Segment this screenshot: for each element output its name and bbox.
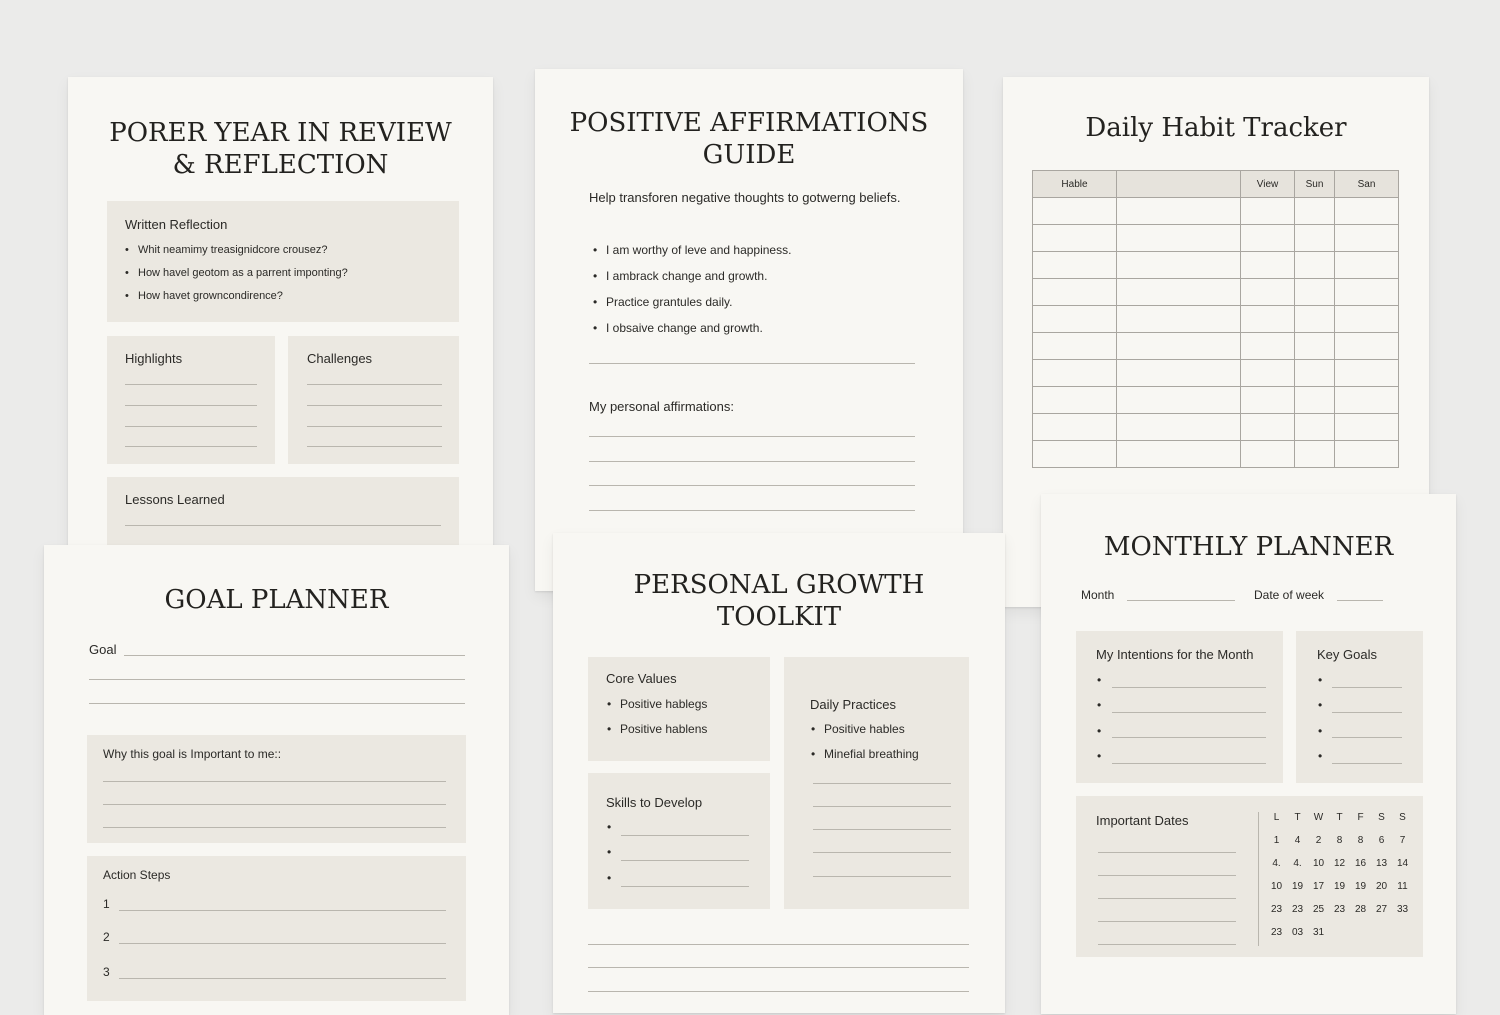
affirmations-list	[590, 243, 791, 347]
habit-cell[interactable]	[1117, 279, 1241, 306]
affirmation-write-line[interactable]	[589, 461, 915, 462]
habit-cell[interactable]	[1033, 333, 1117, 360]
core-values-list	[604, 697, 707, 747]
challenges-write-line[interactable]	[307, 446, 442, 447]
reflection-question: • How havel geotom as a parrent imponting?	[122, 267, 348, 290]
calendar-day[interactable]	[1392, 921, 1413, 944]
highlights-write-line[interactable]	[125, 384, 257, 385]
habit-cell[interactable]	[1295, 360, 1335, 387]
habit-cell[interactable]	[1033, 387, 1117, 414]
habit-tracker-header-row	[1033, 171, 1399, 198]
calendar-day[interactable]: 12	[1333, 858, 1346, 869]
calendar-day[interactable]: 14	[1396, 858, 1409, 869]
intention-write-line[interactable]	[1112, 712, 1266, 713]
calendar-day[interactable]: 2	[1315, 835, 1322, 846]
key-goal-write-line[interactable]	[1332, 763, 1402, 764]
calendar-day[interactable]: 8	[1357, 835, 1364, 846]
habit-cell[interactable]	[1335, 333, 1399, 360]
habit-cell[interactable]	[1335, 360, 1399, 387]
calendar-day[interactable]	[1371, 921, 1392, 944]
calendar-week-row	[1266, 875, 1413, 898]
daily-practices-panel	[784, 657, 969, 909]
calendar-day[interactable]: 23	[1270, 904, 1283, 915]
calendar-day[interactable]: 4.	[1272, 858, 1281, 869]
calendar-day[interactable]: 23	[1270, 927, 1283, 938]
habit-row	[1033, 279, 1399, 306]
habit-row	[1033, 252, 1399, 279]
habit-row	[1033, 414, 1399, 441]
habit-row	[1033, 360, 1399, 387]
challenges-write-line[interactable]	[307, 384, 442, 385]
challenges-panel	[288, 336, 459, 464]
calendar-day[interactable]: 25	[1312, 904, 1325, 915]
habit-column-header: View	[1241, 171, 1295, 198]
month-write-line[interactable]	[1127, 600, 1235, 601]
why-write-line[interactable]	[103, 804, 446, 805]
habit-column-header: Sun	[1295, 171, 1335, 198]
practice-write-line[interactable]	[813, 829, 951, 830]
skill-write-line[interactable]	[621, 886, 749, 887]
growth-toolkit-title-line2: TOOLKIT	[716, 602, 842, 632]
calendar-weekday: T	[1336, 812, 1343, 823]
habit-cell[interactable]	[1335, 414, 1399, 441]
calendar-day[interactable]: 4	[1294, 835, 1301, 846]
calendar-day[interactable]: 33	[1396, 904, 1409, 915]
calendar-day[interactable]: 7	[1399, 835, 1406, 846]
practice-write-line[interactable]	[813, 783, 951, 784]
habit-cell[interactable]	[1033, 441, 1117, 468]
key-goal-bullet: •	[1318, 724, 1323, 738]
calendar-weekday: L	[1273, 812, 1280, 823]
habit-cell[interactable]	[1117, 198, 1241, 225]
habit-cell[interactable]	[1117, 306, 1241, 333]
intention-write-line[interactable]	[1112, 687, 1266, 688]
year-review-title	[68, 117, 493, 181]
skill-bullet: •	[607, 845, 612, 859]
habit-row	[1033, 333, 1399, 360]
habit-cell[interactable]	[1117, 441, 1241, 468]
habit-cell[interactable]	[1335, 225, 1399, 252]
mini-calendar	[1266, 806, 1413, 944]
toolkit-write-line[interactable]	[588, 944, 969, 945]
lessons-label: Lessons Learned	[125, 492, 225, 507]
calendar-day[interactable]: 03	[1291, 927, 1304, 938]
practice-write-line[interactable]	[813, 876, 951, 877]
habit-column-header	[1117, 171, 1241, 198]
challenges-write-line[interactable]	[307, 405, 442, 406]
habit-cell[interactable]	[1117, 387, 1241, 414]
calendar-day[interactable]: 10	[1312, 858, 1325, 869]
calendar-day[interactable]: 11	[1397, 881, 1408, 892]
date-write-line[interactable]	[1098, 875, 1236, 876]
habit-cell[interactable]	[1241, 441, 1295, 468]
habit-cell[interactable]	[1033, 279, 1117, 306]
calendar-day[interactable]: 8	[1336, 835, 1343, 846]
written-reflection-panel	[107, 201, 459, 322]
written-reflection-label: Written Reflection	[125, 217, 228, 232]
habit-row	[1033, 306, 1399, 333]
why-important-label: Why this goal is Important to me::	[103, 747, 282, 761]
intention-bullet: •	[1097, 749, 1102, 763]
affirmation-write-line[interactable]	[589, 485, 915, 486]
calendar-weekday: F	[1357, 812, 1364, 823]
calendar-day[interactable]: 13	[1375, 858, 1388, 869]
habit-cell[interactable]	[1295, 198, 1335, 225]
habit-row	[1033, 387, 1399, 414]
daily-practice-item: • Positive hables	[808, 722, 919, 747]
calendar-day[interactable]: 16	[1354, 858, 1367, 869]
affirmations-title-line2: GUIDE	[702, 140, 796, 170]
date-write-line[interactable]	[1098, 944, 1236, 945]
habit-cell[interactable]	[1295, 387, 1335, 414]
date-write-line[interactable]	[1098, 898, 1236, 899]
action-step-line[interactable]	[119, 943, 446, 944]
why-write-line[interactable]	[103, 781, 446, 782]
affirmation-write-line[interactable]	[589, 510, 915, 511]
calendar-day[interactable]: 28	[1354, 904, 1367, 915]
calendar-day[interactable]: 4.	[1293, 858, 1302, 869]
written-reflection-list	[122, 244, 348, 313]
habit-cell[interactable]	[1241, 387, 1295, 414]
key-goal-write-line[interactable]	[1332, 712, 1402, 713]
intentions-label: My Intentions for the Month	[1096, 647, 1254, 662]
daily-practice-item: • Minefial breathing	[808, 747, 919, 772]
calendar-weekday: W	[1313, 812, 1324, 823]
calendar-week-row	[1266, 898, 1413, 921]
daily-practices-list	[808, 722, 919, 772]
monthly-planner-title: MONTHLY PLANNER	[1103, 532, 1394, 562]
calendar-day[interactable]: 20	[1375, 881, 1388, 892]
calendar-day[interactable]: 10	[1270, 881, 1283, 892]
key-goal-bullet: •	[1318, 673, 1323, 687]
habit-cell[interactable]	[1335, 441, 1399, 468]
goal-planner-title: GOAL PLANNER	[164, 585, 389, 615]
practice-write-line[interactable]	[813, 852, 951, 853]
habit-cell[interactable]	[1033, 414, 1117, 441]
lessons-write-line[interactable]	[125, 525, 441, 526]
goal-write-line[interactable]	[124, 655, 465, 656]
skills-panel	[588, 773, 770, 909]
habit-cell[interactable]	[1117, 414, 1241, 441]
core-value-item: • Positive hablens	[604, 722, 707, 747]
calendar-week-row	[1266, 921, 1413, 944]
key-goal-bullet: •	[1318, 749, 1323, 763]
core-value-item: • Positive hablegs	[604, 697, 707, 722]
skill-bullet: •	[607, 871, 612, 885]
key-goals-label: Key Goals	[1317, 647, 1377, 662]
affirmation-item: • I ambrack change and growth.	[590, 269, 791, 295]
goal-label: Goal	[89, 642, 117, 657]
calendar-week-row	[1266, 829, 1413, 852]
calendar-day[interactable]	[1350, 921, 1371, 944]
calendar-weekday: S	[1399, 812, 1406, 823]
key-goals-panel	[1296, 631, 1423, 783]
habit-cell[interactable]	[1117, 225, 1241, 252]
challenges-label: Challenges	[307, 351, 373, 366]
habit-cell[interactable]	[1033, 252, 1117, 279]
habit-cell[interactable]	[1241, 198, 1295, 225]
intention-write-line[interactable]	[1112, 763, 1266, 764]
affirmation-item: • I am worthy of leve and happiness.	[590, 243, 791, 269]
goal-write-line[interactable]	[89, 703, 465, 704]
calendar-day[interactable]: 19	[1354, 881, 1367, 892]
habit-cell[interactable]	[1117, 252, 1241, 279]
growth-toolkit-sheet	[553, 533, 1005, 1013]
skill-write-line[interactable]	[621, 835, 749, 836]
affirmations-title	[535, 107, 963, 171]
highlights-write-line[interactable]	[125, 405, 257, 406]
habit-cell[interactable]	[1335, 306, 1399, 333]
calendar-day[interactable]: 31	[1312, 927, 1325, 938]
habit-cell[interactable]	[1295, 306, 1335, 333]
reflection-question: • How havet growncondirence?	[122, 290, 348, 313]
calendar-day[interactable]: 1	[1273, 835, 1280, 846]
calendar-weekday: T	[1294, 812, 1301, 823]
habit-cell[interactable]	[1033, 360, 1117, 387]
date-write-line[interactable]	[1337, 600, 1383, 601]
calendar-weekday-row	[1266, 806, 1413, 829]
calendar-day[interactable]: 27	[1375, 904, 1388, 915]
calendar-day[interactable]	[1329, 921, 1350, 944]
calendar-day[interactable]: 23	[1333, 904, 1346, 915]
highlights-panel	[107, 336, 275, 464]
action-step-number: 2	[103, 930, 110, 944]
affirmation-item: • Practice grantules daily.	[590, 295, 791, 321]
highlights-label[interactable]: Highlights	[125, 351, 183, 366]
habit-column-header: Hable	[1033, 171, 1117, 198]
skill-write-line[interactable]	[621, 860, 749, 861]
action-step-number: 1	[103, 897, 110, 911]
reflection-question: • Whit neamimy treasignidcore crousez?	[122, 244, 348, 267]
toolkit-write-line[interactable]	[588, 967, 969, 968]
affirmations-sheet	[535, 69, 963, 591]
daily-practices-label: Daily Practices	[810, 697, 896, 712]
calendar-day[interactable]: 19	[1333, 881, 1346, 892]
habit-row	[1033, 441, 1399, 468]
highlights-write-line[interactable]	[125, 426, 257, 427]
affirmations-title-line1: POSITIVE AFFIRMATIONS	[569, 108, 929, 138]
monthly-planner-sheet	[1041, 494, 1456, 1014]
affirmations-divider	[589, 363, 915, 364]
habit-cell[interactable]	[1033, 225, 1117, 252]
intention-bullet: •	[1097, 698, 1102, 712]
action-step-line[interactable]	[119, 978, 446, 979]
calendar-day[interactable]: 6	[1378, 835, 1385, 846]
habit-cell[interactable]	[1241, 252, 1295, 279]
habit-cell[interactable]	[1117, 333, 1241, 360]
habit-tracker-grid	[1032, 170, 1399, 468]
action-steps-panel	[87, 856, 466, 1001]
habit-column-header: San	[1335, 171, 1399, 198]
date-write-line[interactable]	[1098, 852, 1236, 853]
personal-affirmations-label: My personal affirmations:	[589, 399, 734, 414]
intention-bullet: •	[1097, 673, 1102, 687]
action-steps-label: Action Steps	[103, 868, 171, 882]
core-values-panel	[588, 657, 770, 761]
core-values-label: Core Values	[606, 671, 677, 686]
habit-cell[interactable]	[1117, 360, 1241, 387]
growth-toolkit-title	[553, 569, 1005, 633]
habit-cell[interactable]	[1295, 414, 1335, 441]
key-goal-bullet: •	[1318, 698, 1323, 712]
skill-bullet: •	[607, 820, 612, 834]
year-review-title-line2: & REFLECTION	[172, 150, 389, 180]
goal-planner-sheet	[44, 545, 509, 1015]
key-goal-write-line[interactable]	[1332, 737, 1402, 738]
calendar-day[interactable]: 19	[1291, 881, 1304, 892]
intention-write-line[interactable]	[1112, 737, 1266, 738]
affirmation-write-line[interactable]	[589, 436, 915, 437]
calendar-weekday: S	[1378, 812, 1385, 823]
calendar-day[interactable]: 23	[1291, 904, 1304, 915]
calendar-day[interactable]: 17	[1312, 881, 1325, 892]
action-step-line[interactable]	[119, 910, 446, 911]
habit-cell[interactable]	[1335, 198, 1399, 225]
affirmation-item: • I obsaive change and growth.	[590, 321, 791, 347]
challenges-write-line[interactable]	[307, 426, 442, 427]
month-label: Month	[1081, 588, 1115, 602]
habit-cell[interactable]	[1241, 279, 1295, 306]
habit-cell[interactable]	[1335, 387, 1399, 414]
habit-cell[interactable]	[1241, 414, 1295, 441]
year-review-sheet	[68, 77, 493, 567]
calendar-divider	[1258, 812, 1259, 946]
goal-write-line[interactable]	[89, 679, 465, 680]
habit-tracker-title: Daily Habit Tracker	[1085, 113, 1347, 143]
habit-cell[interactable]	[1033, 306, 1117, 333]
date-of-week-label: Date of week	[1254, 588, 1325, 602]
intention-bullet: •	[1097, 724, 1102, 738]
key-goal-write-line[interactable]	[1332, 687, 1402, 688]
habit-cell[interactable]	[1295, 279, 1335, 306]
habit-cell[interactable]	[1335, 279, 1399, 306]
action-step-number: 3	[103, 965, 110, 979]
toolkit-write-line[interactable]	[588, 991, 969, 992]
calendar-week-row	[1266, 852, 1413, 875]
important-dates-panel	[1076, 796, 1423, 957]
habit-cell[interactable]	[1295, 225, 1335, 252]
important-dates-label: Important Dates	[1096, 813, 1189, 828]
habit-cell[interactable]	[1335, 252, 1399, 279]
habit-cell[interactable]	[1241, 225, 1295, 252]
habit-row	[1033, 198, 1399, 225]
habit-cell[interactable]	[1033, 198, 1117, 225]
habit-cell[interactable]	[1241, 306, 1295, 333]
growth-toolkit-title-line1: PERSONAL GROWTH	[633, 570, 925, 600]
habit-cell[interactable]	[1295, 252, 1335, 279]
intentions-panel	[1076, 631, 1283, 783]
habit-cell[interactable]	[1295, 333, 1335, 360]
habit-row	[1033, 225, 1399, 252]
habit-cell[interactable]	[1241, 360, 1295, 387]
practice-write-line[interactable]	[813, 806, 951, 807]
skills-label: Skills to Develop	[606, 795, 703, 810]
why-write-line[interactable]	[103, 827, 446, 828]
highlights-write-line[interactable]	[125, 446, 257, 447]
affirmations-intro: Help transforen negative thoughts to gotwerng beliefs.	[589, 190, 901, 205]
habit-cell[interactable]	[1241, 333, 1295, 360]
habit-cell[interactable]	[1295, 441, 1335, 468]
why-important-panel	[87, 735, 466, 843]
year-review-title-line1: PORER YEAR IN REVIEW	[109, 118, 452, 148]
date-write-line[interactable]	[1098, 921, 1236, 922]
